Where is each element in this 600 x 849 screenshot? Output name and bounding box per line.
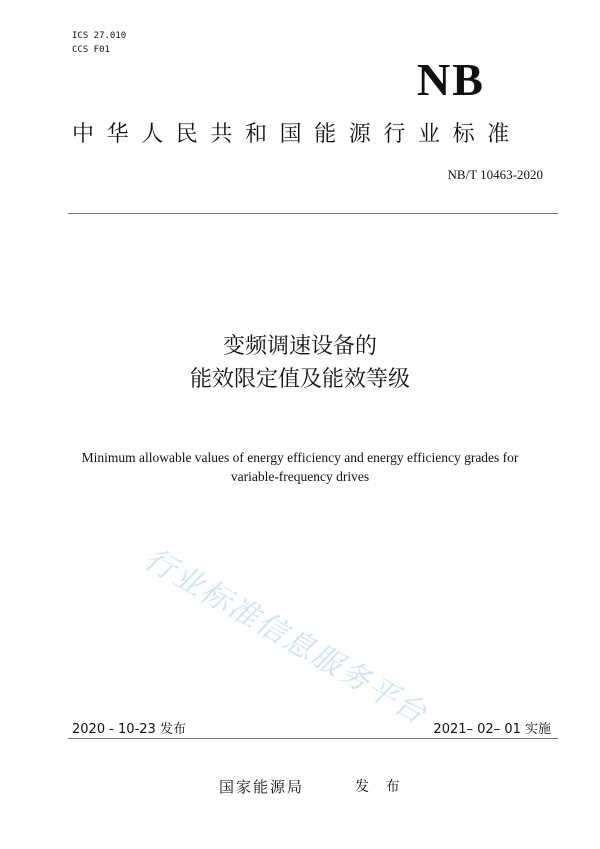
footer-divider (68, 738, 558, 739)
chinese-title (0, 330, 600, 396)
chinese-title-line-1: 变频调速设备的 (222, 334, 377, 359)
implementation-date: 2021– 02– 01 实施 (433, 722, 551, 737)
ics-code: ICS 27.010 (72, 31, 127, 41)
nb-logo: NB (417, 54, 485, 105)
english-title (40, 448, 560, 486)
watermark: 行业标准信息服务平台 (138, 541, 434, 733)
english-title-line-1: Minimum allowable values of energy efficiency and energy efficiency grades for (81, 450, 519, 465)
standard-category-title: 中华人民共和国能源行业标准 (72, 122, 522, 147)
publisher: 国家能源局 (219, 778, 305, 796)
standard-number: NB/T 10463-2020 (447, 167, 543, 182)
issue-date: 2020 - 10-23 发布 (72, 722, 186, 737)
ccs-code: CCS F01 (72, 45, 110, 55)
chinese-title-line-2: 能效限定值及能效等级 (189, 367, 410, 392)
publish-label: 发 布 (355, 779, 406, 795)
english-title-line-2: variable-frequency drives (230, 469, 370, 484)
header-divider (68, 213, 558, 214)
